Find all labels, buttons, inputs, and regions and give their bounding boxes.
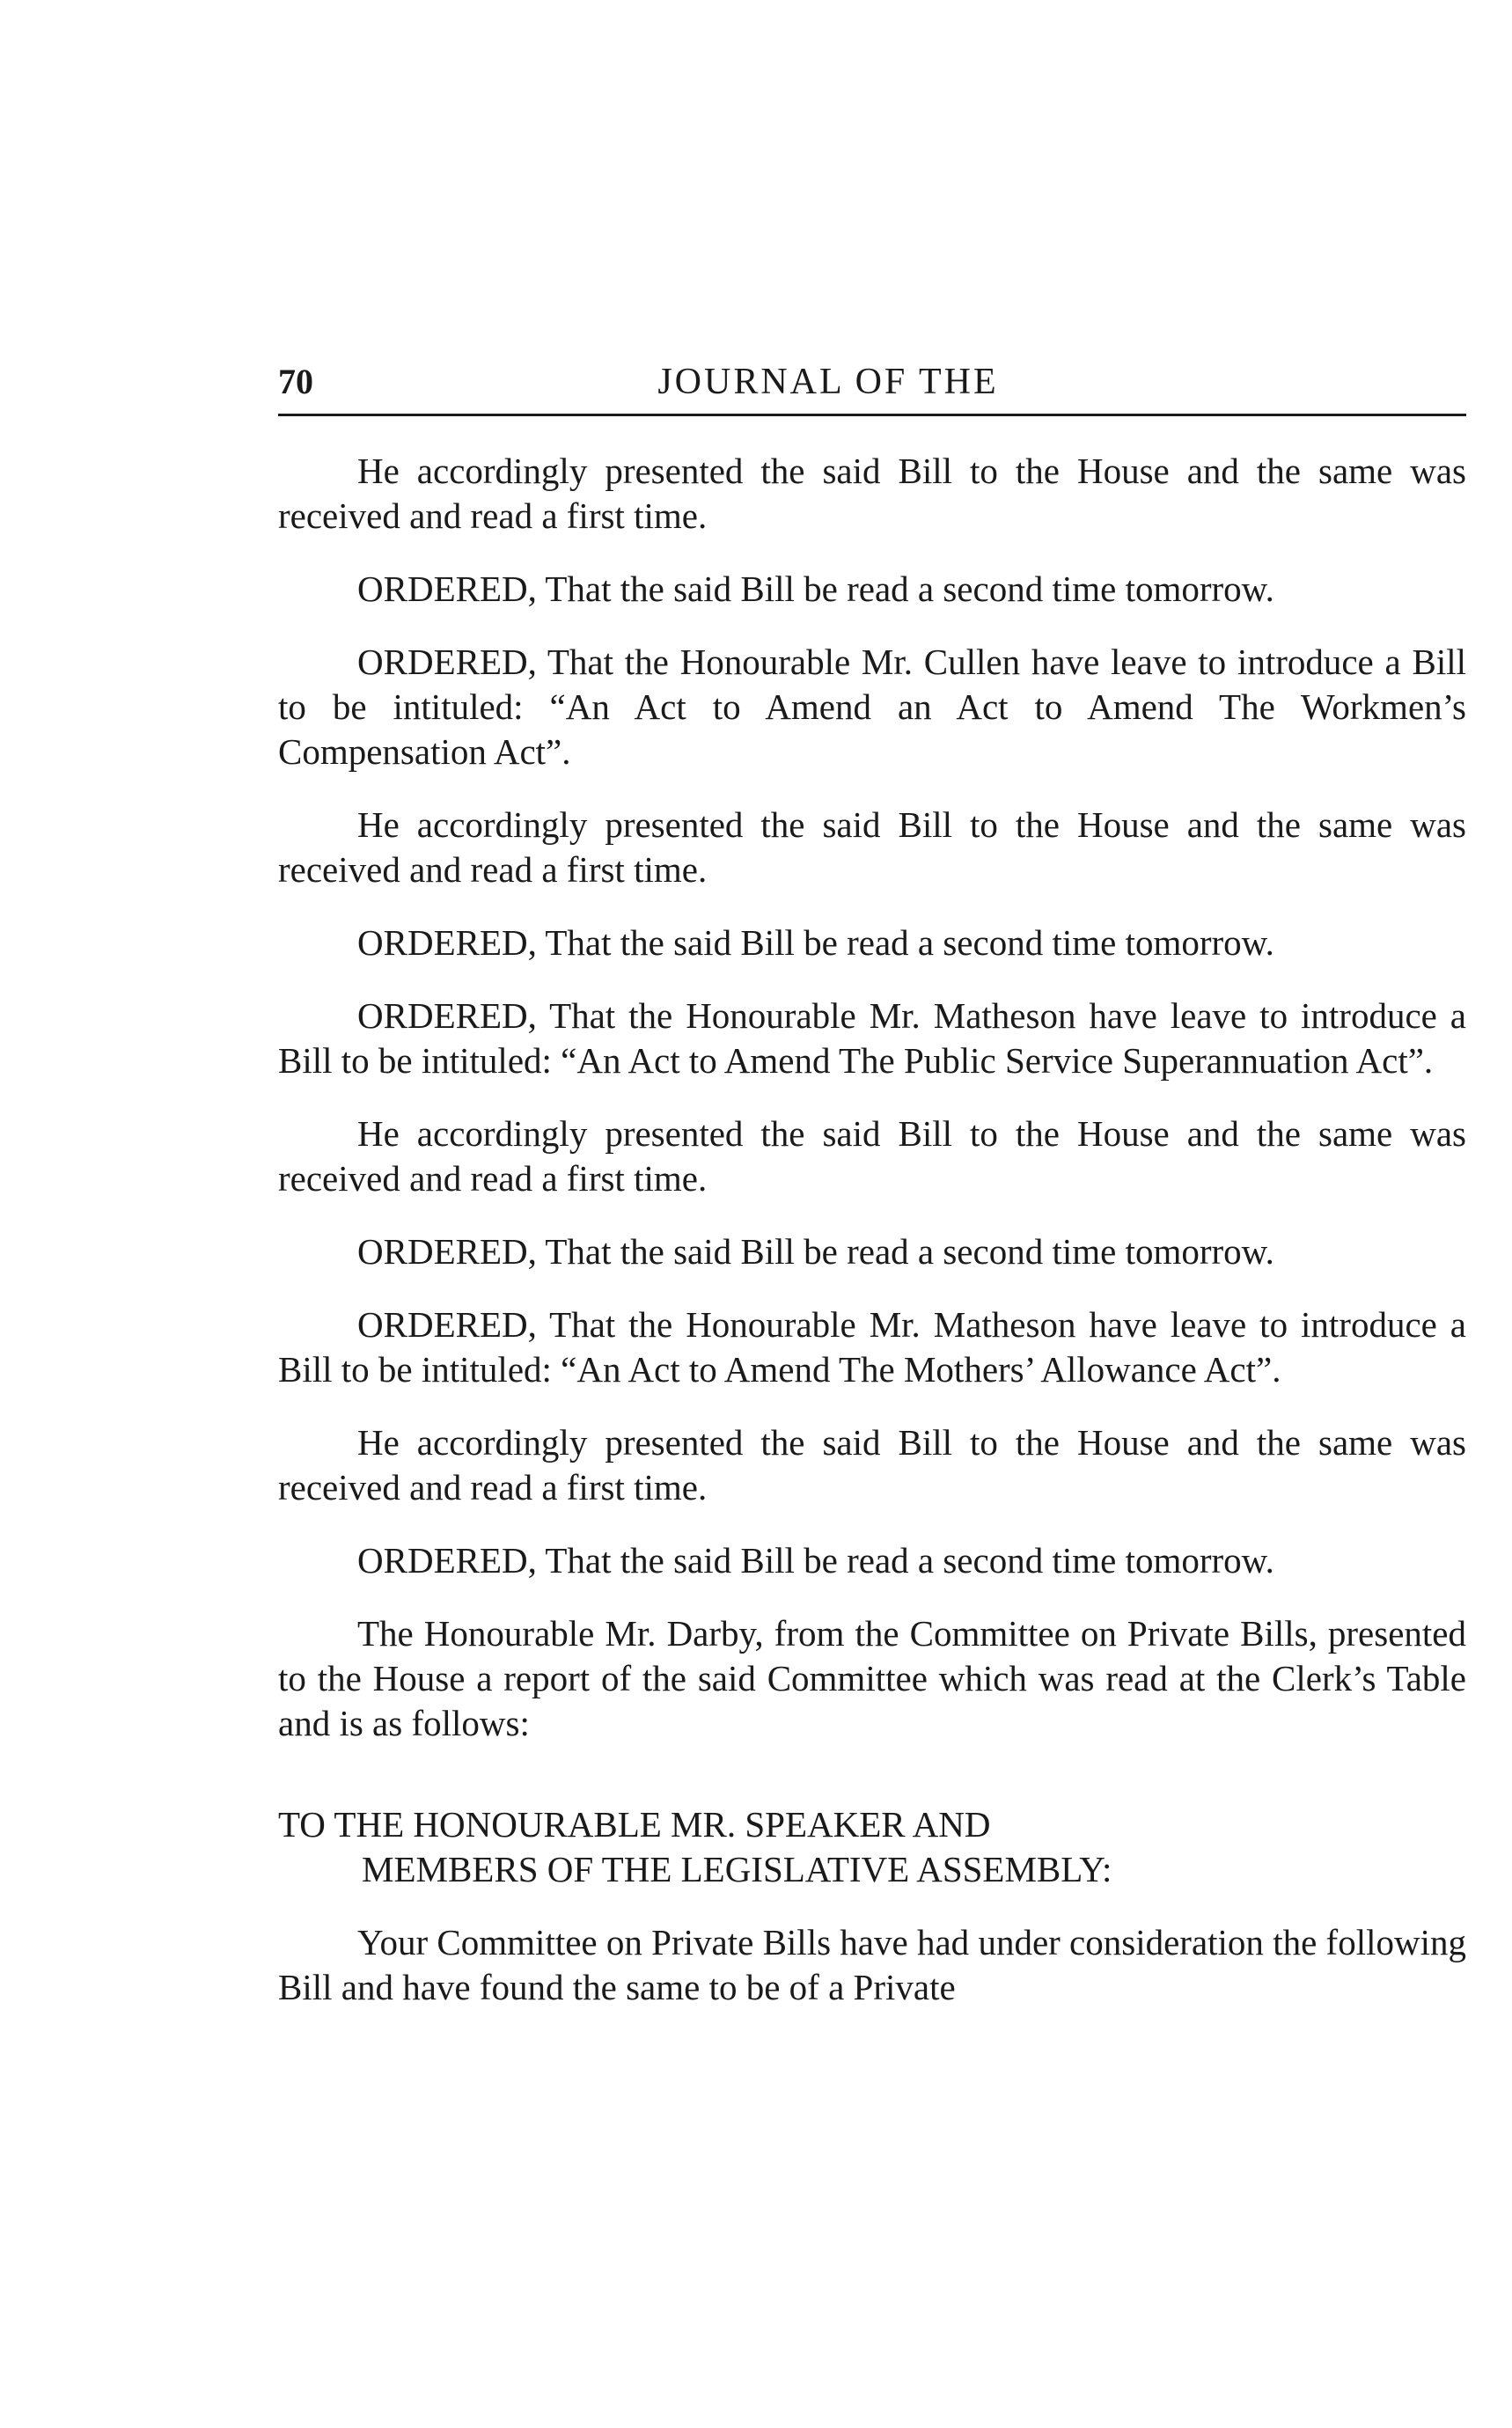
paragraph: ORDERED, That the said Bill be read a second time tomorrow. <box>357 922 1274 963</box>
paragraph: The Honourable Mr. Darby, from the Committee on Private Bills, presented to the House a report of the said Committee which was read at the Clerk’s Table and is as follows: <box>278 1613 1466 1743</box>
paragraph: He accordingly presented the said Bill to the House and the same was received and read a first time. <box>278 451 1466 536</box>
paragraph: He accordingly presented the said Bill to the House and the same was received and read a first time. <box>278 1422 1466 1507</box>
page-header <box>278 348 1466 410</box>
paragraph: ORDERED, That the Honourable Mr. Matheson have leave to introduce a Bill to be intituled: “An Act to Amend The Public Service Superannuation Act”. <box>278 995 1466 1081</box>
paragraph: ORDERED, That the Honourable Mr. Cullen have leave to introduce a Bill to be intituled: “An Act to Amend an Act to Amend The Workmen’s Compensation Act”. <box>278 642 1466 772</box>
body-text <box>278 449 1466 2038</box>
paragraph: ORDERED, That the said Bill be read a second time tomorrow. <box>357 1231 1274 1272</box>
header-rule <box>278 414 1466 416</box>
report-address <box>278 1802 1466 1892</box>
closing-paragraph: Your Committee on Private Bills have had under consideration the following Bill and have found the same to be of a Private <box>278 1922 1466 2007</box>
address-line: TO THE HONOURABLE MR. SPEAKER AND <box>278 1804 991 1845</box>
paragraph: He accordingly presented the said Bill to the House and the same was received and read a first time. <box>278 1113 1466 1199</box>
paragraph: ORDERED, That the said Bill be read a second time tomorrow. <box>357 1540 1274 1581</box>
running-title: JOURNAL OF THE <box>657 362 999 402</box>
paragraph: ORDERED, That the Honourable Mr. Matheson have leave to introduce a Bill to be intituled: “An Act to Amend The Mothers’ Allowance Act”. <box>278 1304 1466 1390</box>
paragraph: ORDERED, That the said Bill be read a second time tomorrow. <box>357 568 1274 609</box>
paragraph: He accordingly presented the said Bill to the House and the same was received and read a first time. <box>278 804 1466 890</box>
address-line: MEMBERS OF THE LEGISLATIVE ASSEMBLY: <box>362 1849 1112 1889</box>
page-number: 70 <box>278 362 313 401</box>
